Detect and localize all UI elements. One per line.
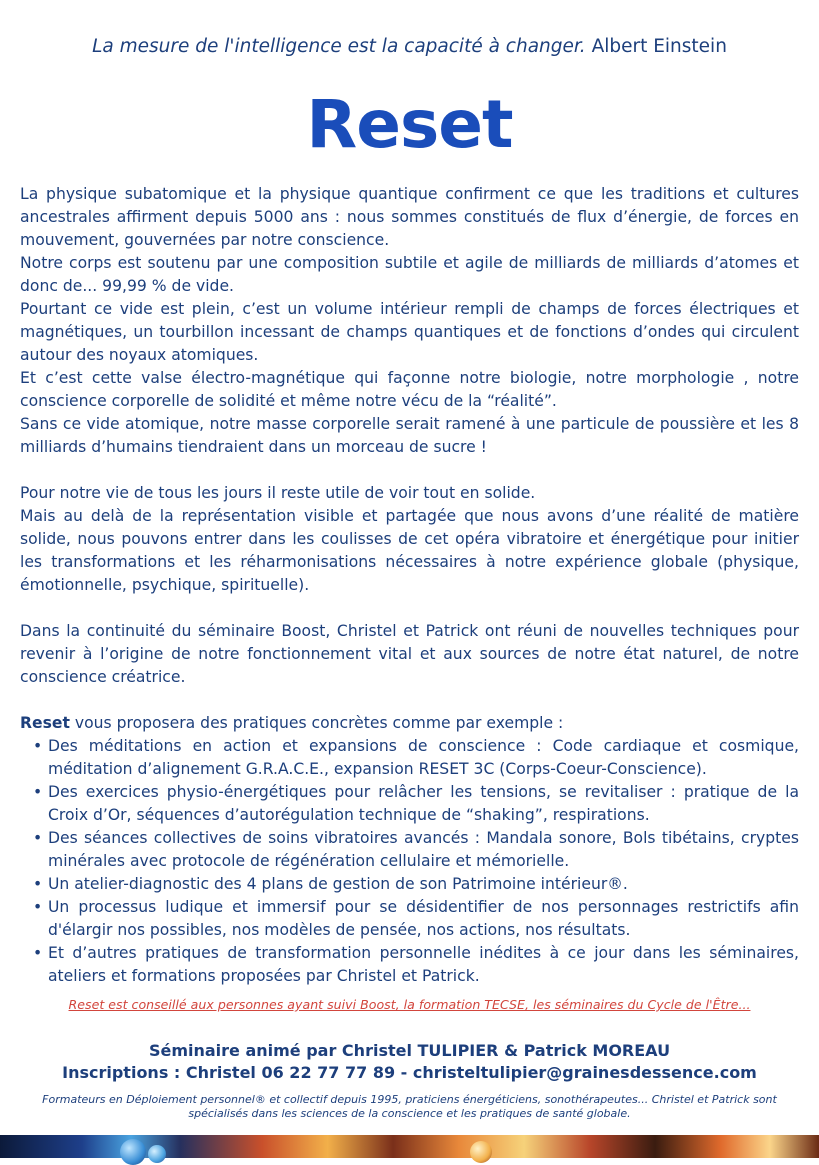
- list-item-text: Et d’autres pratiques de transformation personnelle inédites à ce jour dans les séminaires, ateliers et formations proposées par Christel et Patrick.: [48, 944, 799, 985]
- bullet-icon: •: [33, 737, 43, 755]
- daily-life-paragraph: Pour notre vie de tous les jours il reste utile de voir tout en solide.: [20, 484, 536, 502]
- list-item-text: Des exercices physio-énergétiques pour relâcher les tensions, se revitaliser : pratique de la Croix d’Or, séquences d’autorégulation technique de “shaking”, respirations.: [48, 783, 799, 824]
- credits-text: Formateurs en Déploiement personnel® et collectif depuis 1995, praticiens énergéticiens, sonothérapeutes... Christel et Patrick sont spécialisés dans les sciences de la conscience et les pratiques de santé globale.: [42, 1093, 777, 1120]
- list-item-text: Un processus ludique et immersif pour se désidentifier de nos personnages restrictifs afin d'élargir nos possibles, nos modèles de pensée, nos actions, nos résultats.: [48, 898, 799, 939]
- bullet-icon: •: [33, 898, 43, 916]
- page-title: Reset: [306, 86, 513, 163]
- decorative-orb: [470, 1141, 492, 1163]
- list-item: [20, 942, 799, 988]
- list-item-text: Un atelier-diagnostic des 4 plans de gestion de son Patrimoine intérieur®.: [48, 875, 628, 893]
- opera-paragraph: Mais au delà de la représentation visible et partagée que nous avons d’une réalité de matière solide, nous pouvons entrer dans les coulisses de cet opéra vibratoire et énergétique pour initier les transformations et les réharmonisations nécessaires à notre expérience globale (physique, émotionnelle, psychique, spirituelle).: [20, 507, 799, 594]
- practices-lead-strong: Reset: [20, 714, 70, 732]
- continuity-paragraph: Dans la continuité du séminaire Boost, Christel et Patrick ont réuni de nouvelles techniques pour revenir à l’origine de notre fonctionnement vital et aux sources de notre état naturel, de notre conscience créatrice.: [20, 622, 799, 686]
- practices-list: [20, 735, 799, 988]
- registration-line: Inscriptions : Christel 06 22 77 77 89 - christeltulipier@grainesdessence.com: [62, 1063, 757, 1082]
- list-item: [20, 827, 799, 873]
- bullet-icon: •: [33, 783, 43, 801]
- quote-text: La mesure de l'intelligence est la capacité à changer.: [92, 36, 586, 57]
- main-content: [20, 183, 799, 988]
- quote: [0, 36, 819, 57]
- intro-paragraph: Pourtant ce vide est plein, c’est un volume intérieur rempli de champs de forces électriques et magnétiques, un tourbillon incessant de champs quantiques et de fonctions d’ondes qui circulent autour des noyaux atomiques.: [20, 300, 799, 364]
- bullet-icon: •: [33, 875, 43, 893]
- practices-lead: [20, 712, 799, 735]
- list-item: [20, 781, 799, 827]
- list-item: [20, 873, 799, 896]
- decorative-orb: [148, 1145, 166, 1163]
- list-item-text: Des séances collectives de soins vibratoires avancés : Mandala sonore, Bols tibétains, cryptes minérales avec protocole de régénération cellulaire et mémorielle.: [48, 829, 799, 870]
- footer-banner-image: [0, 1135, 819, 1158]
- bullet-icon: •: [33, 944, 43, 962]
- practices-lead-rest: vous proposera des pratiques concrètes comme par exemple :: [69, 714, 564, 732]
- spacer: [20, 597, 799, 620]
- intro-paragraph: La physique subatomique et la physique quantique confirment ce que les traditions et cultures ancestrales affirment depuis 5000 ans : nous sommes constitués de flux d’énergie, de forces en mouvement, gouvernées par notre conscience.: [20, 185, 799, 249]
- spacer: [20, 459, 799, 482]
- intro-paragraph: Sans ce vide atomique, notre masse corporelle serait ramené à une particule de poussière et les 8 milliards d’humains tiendraient dans un morceau de sucre !: [20, 415, 799, 456]
- list-item: [20, 896, 799, 942]
- intro-paragraph: Et c’est cette valse électro-magnétique qui façonne notre biologie, notre morphologie , notre conscience corporelle de solidité et même notre vécu de la “réalité”.: [20, 369, 799, 410]
- intro-paragraph: Notre corps est soutenu par une composition subtile et agile de milliards de milliards d’atomes et donc de... 99,99 % de vide.: [20, 254, 799, 295]
- spacer: [20, 689, 799, 712]
- list-item: [20, 735, 799, 781]
- list-item-text: Des méditations en action et expansions de conscience : Code cardiaque et cosmique, méditation d’alignement G.R.A.C.E., expansion RESET 3C (Corps-Coeur-Conscience).: [48, 737, 799, 778]
- bullet-icon: •: [33, 829, 43, 847]
- facilitators-line: Séminaire animé par Christel TULIPIER & Patrick MOREAU: [148, 1041, 671, 1060]
- quote-author: Albert Einstein: [585, 36, 727, 57]
- decorative-orb: [120, 1139, 146, 1165]
- prerequisite-notice: Reset est conseillé aux personnes ayant suivi Boost, la formation TECSE, les séminaires du Cycle de l'Être...: [68, 997, 751, 1012]
